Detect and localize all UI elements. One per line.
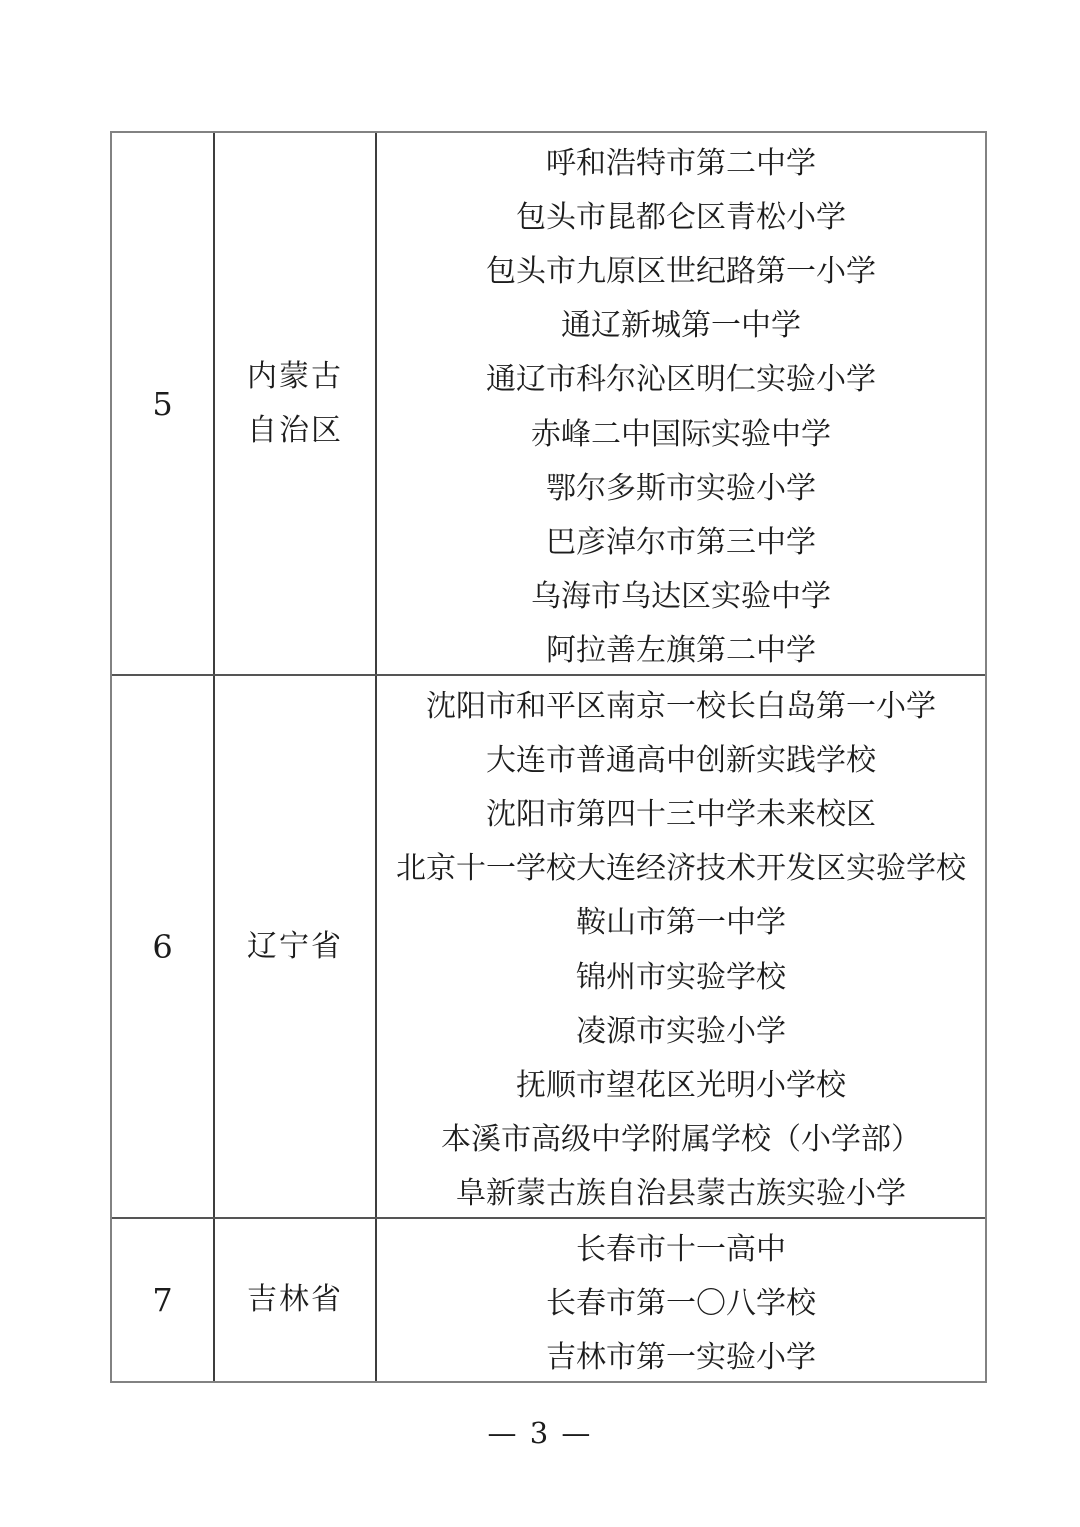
school-name: 沈阳市和平区南京一校长白岛第一小学 — [426, 689, 936, 725]
school-name: 锦州市实验学校 — [576, 959, 786, 995]
school-name: 凌源市实验小学 — [576, 1013, 786, 1049]
table-row — [112, 676, 985, 1219]
schools-cell — [377, 1219, 985, 1381]
school-name: 阜新蒙古族自治县蒙古族实验小学 — [456, 1175, 906, 1211]
school-name: 巴彦淖尔市第三中学 — [546, 524, 816, 560]
province-name: 吉林省 — [247, 1282, 343, 1317]
school-name: 包头市昆都仑区青松小学 — [516, 200, 846, 236]
province-cell — [215, 676, 377, 1217]
school-name: 北京十一学校大连经济技术开发区实验学校 — [396, 851, 966, 887]
schools-cell — [377, 676, 985, 1217]
page-number: — 3 — — [487, 1416, 593, 1450]
province-name: 辽宁省 — [247, 928, 343, 964]
school-name: 抚顺市望花区光明小学校 — [516, 1067, 846, 1103]
table-row — [112, 133, 985, 676]
row-number: 5 — [112, 133, 215, 674]
schools-cell — [377, 133, 985, 674]
school-name: 本溪市高级中学附属学校（小学部） — [441, 1121, 921, 1157]
school-name: 乌海市乌达区实验中学 — [531, 578, 831, 614]
school-name: 阿拉善左旗第二中学 — [546, 632, 816, 668]
table-row — [112, 1219, 985, 1381]
school-name: 长春市十一高中 — [576, 1232, 786, 1267]
province-name: 内蒙古 — [247, 358, 343, 394]
school-name: 通辽市科尔沁区明仁实验小学 — [486, 362, 876, 398]
school-name: 大连市普通高中创新实践学校 — [486, 743, 876, 779]
school-name: 包头市九原区世纪路第一小学 — [486, 254, 876, 290]
school-name: 吉林市第一实验小学 — [546, 1340, 816, 1375]
province-schools-table — [110, 131, 987, 1383]
province-cell — [215, 1219, 377, 1381]
province-name: 自治区 — [247, 412, 343, 448]
school-name: 通辽新城第一中学 — [561, 308, 801, 344]
row-number: 6 — [112, 676, 215, 1217]
school-name: 长春市第一〇八学校 — [546, 1286, 816, 1321]
school-name: 鞍山市第一中学 — [576, 905, 786, 941]
school-name: 鄂尔多斯市实验小学 — [546, 470, 816, 506]
school-name: 沈阳市第四十三中学未来校区 — [486, 797, 876, 833]
province-cell — [215, 133, 377, 674]
school-name: 赤峰二中国际实验中学 — [531, 416, 831, 452]
row-number: 7 — [112, 1219, 215, 1381]
school-name: 呼和浩特市第二中学 — [546, 146, 816, 182]
